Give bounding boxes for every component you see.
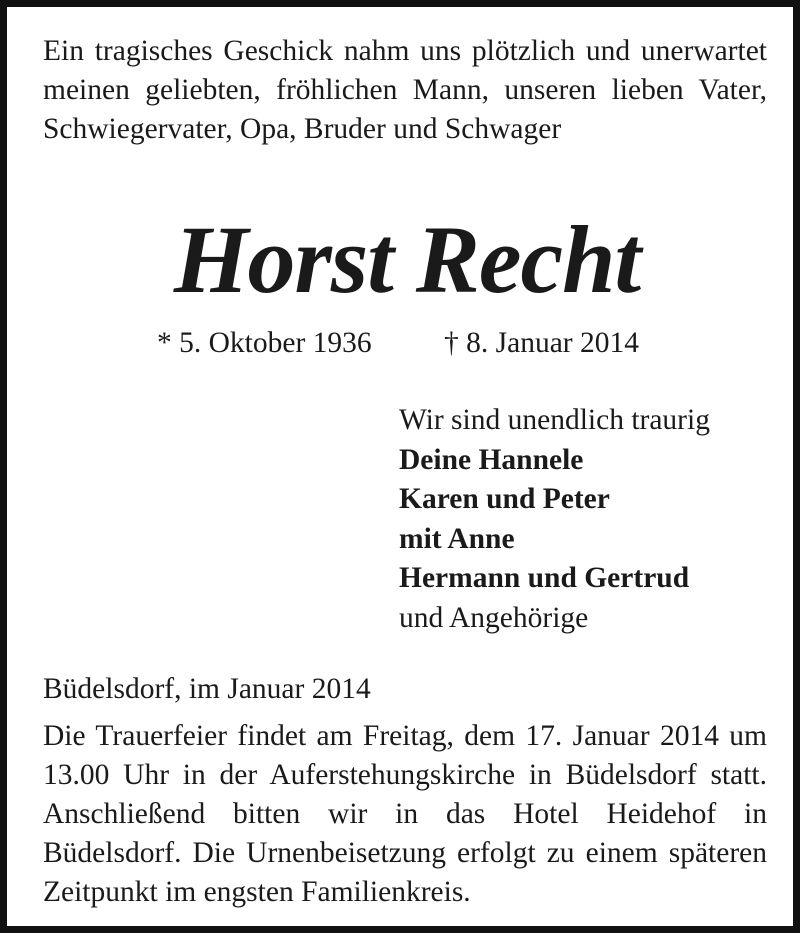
place-and-date: Büdelsdorf, im Januar 2014 [43,673,371,705]
intro-paragraph: Ein tragisches Geschick nahm uns plötzlich und unerwartet meinen geliebten, fröhlichen Mann, unseren lieben Vater, Schwiegervater, Opa, Bruder und Schwager [43,35,767,145]
mourner-name: mit Anne [399,522,515,555]
mourner-name: Hermann und Gertrud [399,562,690,594]
mourners-closing-line: und Angehörige [399,601,589,634]
deceased-name: Horst Recht [173,206,641,313]
service-details-paragraph: Die Trauerfeier findet am Freitag, dem 17. Januar 2014 um 13.00 Uhr in der Auferstehungskirche in Büdelsdorf statt. Anschließend bitten wir in das Hotel Heidehof in Büdelsdorf. Die Urnenbeisetzung erfolgt zu einem späteren Zeitpunkt im engsten Familienkreis. [43,720,767,908]
death-date: † 8. Januar 2014 [444,327,639,359]
mourner-name: Deine Hannele [399,443,584,476]
mourner-name: Karen und Peter [399,483,610,515]
mourners-signature [399,401,779,638]
birth-date: * 5. Oktober 1936 [157,327,372,359]
mourners-intro-line: Wir sind unendlich traurig [399,404,710,436]
